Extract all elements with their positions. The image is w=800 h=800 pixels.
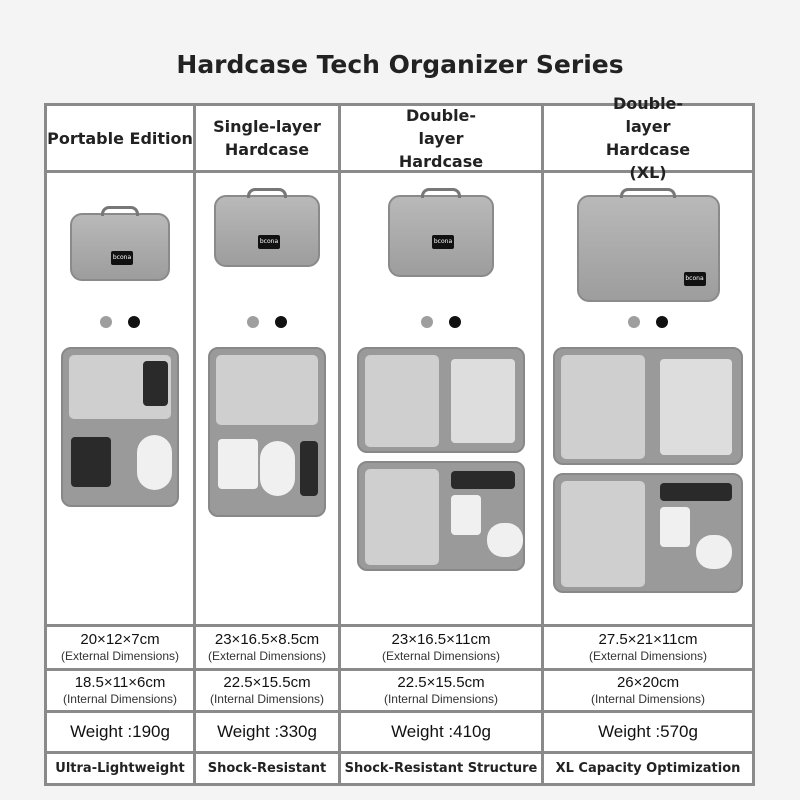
internal-size: 22.5×15.5cm <box>397 673 485 691</box>
external-dimensions <box>196 627 338 668</box>
color-option-grey[interactable] <box>247 316 259 328</box>
external-size: 23×16.5×11cm <box>391 630 491 648</box>
feature-cell <box>47 754 193 783</box>
case-open-image <box>61 347 179 507</box>
product-name: Double-layer Hardcase (XL) <box>605 94 691 182</box>
product-image-cell <box>196 173 338 624</box>
case-closed-image <box>70 213 170 281</box>
product-name-header <box>47 106 193 170</box>
feature: XL Capacity Optimization <box>555 761 741 776</box>
external-dimensions <box>544 627 752 668</box>
internal-label: (Internal Dimensions) <box>383 691 499 706</box>
external-label: (External Dimensions) <box>207 648 327 663</box>
weight: Weight :330g <box>217 722 317 741</box>
feature: Shock-Resistant <box>207 761 327 776</box>
internal-dimensions <box>544 671 752 710</box>
brand-logo: bcona <box>684 272 706 286</box>
feature-cell <box>196 754 338 783</box>
product-name-header <box>544 94 752 182</box>
external-size: 20×12×7cm <box>80 630 160 648</box>
internal-dimensions <box>341 671 541 710</box>
case-closed-image <box>214 195 320 267</box>
external-label: (External Dimensions) <box>588 648 708 663</box>
handle <box>620 188 676 198</box>
external-dimensions <box>341 627 541 668</box>
internal-size: 22.5×15.5cm <box>223 673 311 691</box>
weight-cell <box>341 713 541 751</box>
case-open-bottom-layer-image <box>357 461 525 571</box>
feature-cell <box>544 754 752 783</box>
internal-size: 26×20cm <box>616 673 680 691</box>
comparison-table <box>44 94 755 786</box>
internal-label: (Internal Dimensions) <box>590 691 706 706</box>
handle <box>421 188 462 198</box>
weight-cell <box>196 713 338 751</box>
feature: Shock-Resistant Structure <box>344 761 538 776</box>
product-name-header <box>196 106 338 170</box>
case-closed-image <box>388 195 494 277</box>
external-label: (External Dimensions) <box>60 648 180 663</box>
case-open-image <box>208 347 326 517</box>
internal-label: (Internal Dimensions) <box>209 691 325 706</box>
product-image-cell <box>544 173 752 624</box>
weight-cell <box>47 713 193 751</box>
case-open-bottom-layer-image <box>553 473 743 593</box>
product-image-cell <box>47 173 193 624</box>
product-name: Portable Edition <box>47 128 193 148</box>
feature-cell <box>341 754 541 783</box>
color-option-black[interactable] <box>128 316 140 328</box>
external-dimensions <box>47 627 193 668</box>
page-title: Hardcase Tech Organizer Series <box>176 50 624 79</box>
color-option-grey[interactable] <box>421 316 433 328</box>
case-closed-image <box>577 195 720 302</box>
product-name: Double-layer Hardcase <box>398 105 484 171</box>
internal-size: 18.5×11×6cm <box>74 673 166 691</box>
handle <box>247 188 288 198</box>
product-image-cell <box>341 173 541 624</box>
weight-cell <box>544 713 752 751</box>
handle <box>101 206 139 216</box>
weight: Weight :410g <box>391 722 491 741</box>
weight: Weight :190g <box>70 722 170 741</box>
color-option-black[interactable] <box>656 316 668 328</box>
internal-dimensions <box>47 671 193 710</box>
external-size: 27.5×21×11cm <box>598 630 698 648</box>
weight: Weight :570g <box>598 722 698 741</box>
color-option-grey[interactable] <box>100 316 112 328</box>
external-label: (External Dimensions) <box>381 648 501 663</box>
external-size: 23×16.5×8.5cm <box>214 630 320 648</box>
color-option-black[interactable] <box>275 316 287 328</box>
brand-logo: bcona <box>111 251 133 265</box>
product-name: Single-layer Hardcase <box>213 117 321 159</box>
internal-dimensions <box>196 671 338 710</box>
feature: Ultra-Lightweight <box>55 761 185 776</box>
internal-label: (Internal Dimensions) <box>62 691 178 706</box>
brand-logo: bcona <box>258 235 280 249</box>
case-open-top-layer-image <box>357 347 525 453</box>
case-open-top-layer-image <box>553 347 743 465</box>
color-option-black[interactable] <box>449 316 461 328</box>
color-option-grey[interactable] <box>628 316 640 328</box>
product-name-header <box>341 106 541 170</box>
brand-logo: bcona <box>432 235 454 249</box>
